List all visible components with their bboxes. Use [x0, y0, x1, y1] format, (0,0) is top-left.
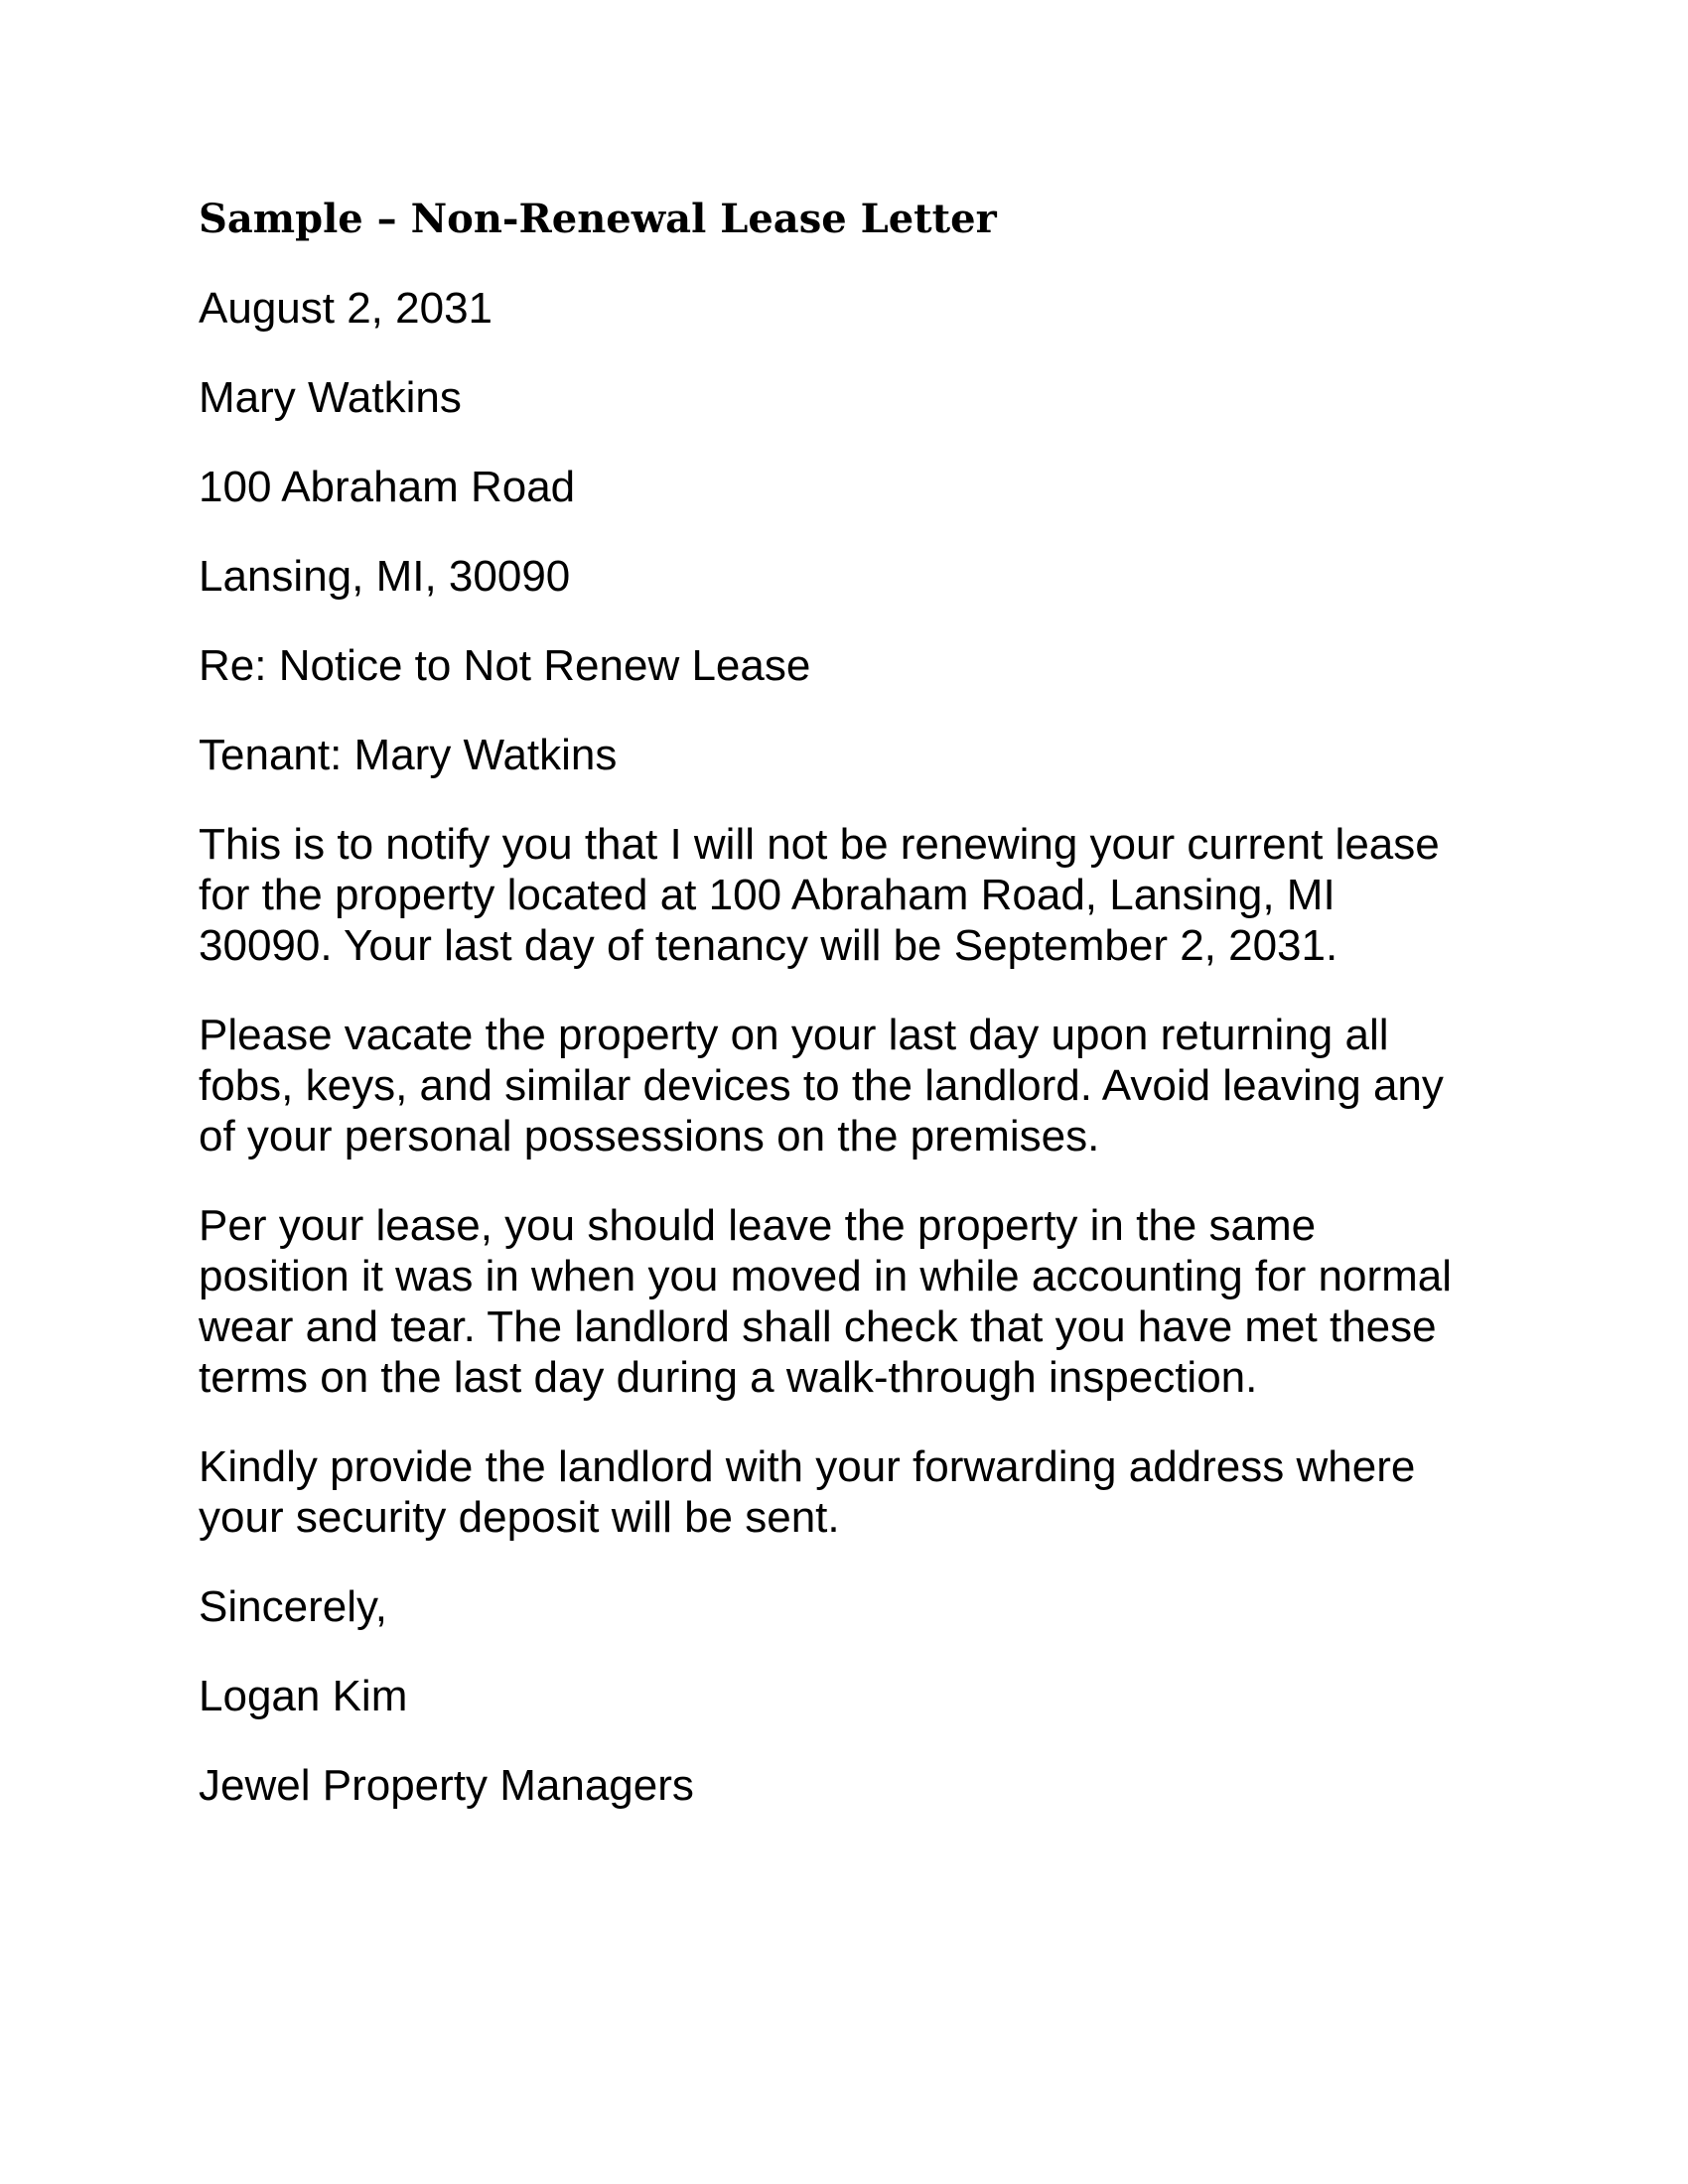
- signer-name: Logan Kim: [199, 1672, 408, 1720]
- letter-date: August 2, 2031: [199, 284, 493, 333]
- recipient-city-state-zip: Lansing, MI, 30090: [199, 552, 571, 601]
- recipient-name: Mary Watkins: [199, 373, 462, 422]
- body-paragraph-forwarding-address: [199, 1441, 1489, 1543]
- paragraph-line: Per your lease, you should leave the property in the same: [199, 1201, 1317, 1250]
- paragraph-line: of your personal possessions on the premises.: [199, 1112, 1100, 1160]
- paragraph-line: 30090. Your last day of tenancy will be September 2, 2031.: [199, 921, 1338, 970]
- paragraph-line: Kindly provide the landlord with your forwarding address where: [199, 1442, 1416, 1491]
- body-paragraph-condition: [199, 1200, 1489, 1403]
- paragraph-line: This is to notify you that I will not be renewing your current lease: [199, 820, 1440, 869]
- closing: Sincerely,: [199, 1582, 387, 1631]
- body-paragraph-notice: [199, 819, 1489, 971]
- paragraph-line: position it was in when you moved in while accounting for normal: [199, 1252, 1452, 1300]
- recipient-street: 100 Abraham Road: [199, 463, 576, 511]
- signer-company: Jewel Property Managers: [199, 1761, 694, 1810]
- subject-line: Re: Notice to Not Renew Lease: [199, 641, 811, 690]
- paragraph-line: fobs, keys, and similar devices to the landlord. Avoid leaving any: [199, 1061, 1444, 1110]
- paragraph-line: terms on the last day during a walk-through inspection.: [199, 1353, 1258, 1402]
- paragraph-line: Please vacate the property on your last day upon returning all: [199, 1011, 1389, 1059]
- document-title: Sample – Non-Renewal Lease Letter: [199, 196, 997, 242]
- tenant-line: Tenant: Mary Watkins: [199, 731, 618, 779]
- body-paragraph-vacate: [199, 1010, 1489, 1161]
- paragraph-line: wear and tear. The landlord shall check that you have met these: [199, 1302, 1437, 1351]
- paragraph-line: your security deposit will be sent.: [199, 1493, 840, 1542]
- letter-content: [199, 194, 1489, 1849]
- paragraph-line: for the property located at 100 Abraham Road, Lansing, MI: [199, 871, 1336, 919]
